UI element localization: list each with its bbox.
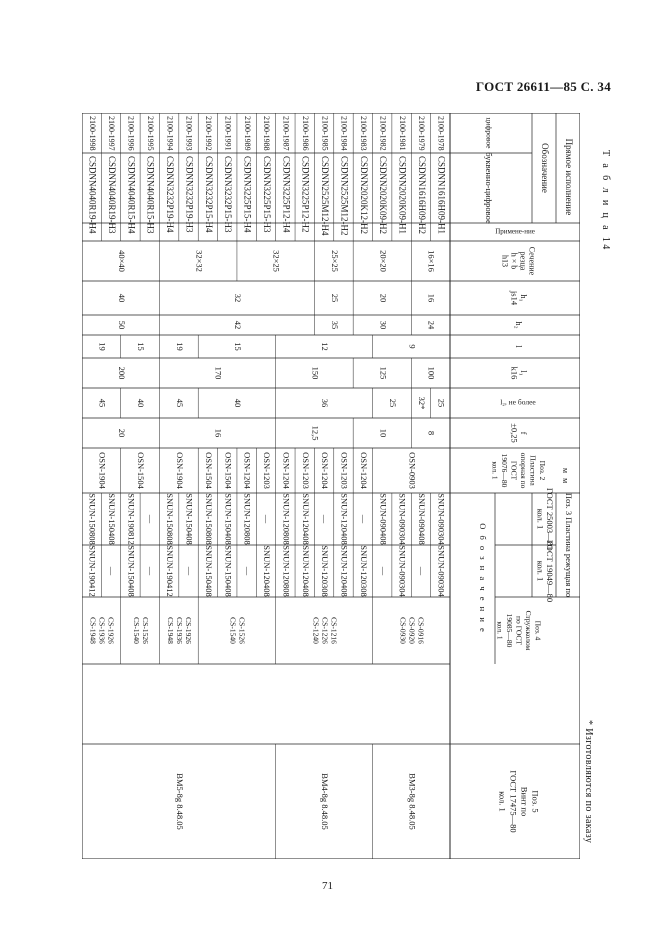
pos2-1: OSN-1204	[358, 452, 369, 489]
pos2-11: OSN-1504	[136, 452, 147, 489]
row-8-alnum: CSDNN3225P12-H4	[281, 156, 292, 233]
h2-0: 24	[426, 320, 437, 330]
pos2-4: OSN-1203	[300, 452, 311, 489]
header-section: Сечение	[527, 246, 537, 276]
row-17-alnum: CSDNN4040R19-H3	[106, 156, 117, 234]
pos2-5: OSN-1204	[281, 452, 292, 489]
pos3a-5: SNUN-120408	[339, 493, 350, 545]
header-designation: Обозначение	[539, 143, 550, 193]
footnote: * Изготовляются по заказу	[583, 720, 594, 844]
row-10-alnum: CSDNN3225P15-H4	[242, 156, 253, 233]
f-4: 20	[116, 428, 127, 438]
row-15-digital: 2100-1995	[145, 116, 155, 151]
header-h2: h₂	[514, 321, 525, 329]
row-12-alnum: CSDNN3232P15-H4	[203, 156, 214, 233]
l1-3: 170	[213, 366, 224, 380]
l-2: 15	[232, 342, 243, 351]
row-11-alnum: CSDNN3232P15-H3	[223, 156, 234, 233]
row-13-digital: 2100-1993	[184, 116, 194, 151]
pos2-2: OSN-1203	[339, 452, 350, 489]
pos3a-4: —	[358, 514, 369, 524]
units-label: м м	[561, 468, 570, 485]
pos5-2: ВМ5-8g 8.48.05	[174, 773, 185, 830]
h1-0: 16	[426, 293, 437, 303]
pos4-4-0: CS-1526	[140, 617, 150, 644]
row-5-digital: 2100-1984	[339, 116, 349, 151]
pos3b-4: SNUN-120308	[358, 545, 369, 597]
header-section: резца	[518, 251, 528, 271]
row-8-digital: 2100-1987	[281, 116, 291, 151]
pos3a-16: SNUN-190812	[126, 493, 137, 545]
pos2-0: OSN-0903	[407, 452, 418, 489]
header-application: Примене-ние	[495, 227, 535, 236]
row-16-alnum: CSDNN4040R15-H4	[126, 156, 137, 234]
pos3a-15: —	[145, 514, 156, 524]
l2-5: 45	[174, 398, 185, 408]
pos3a-11: SNUN-150408	[223, 493, 234, 545]
f-0: 8	[426, 430, 437, 436]
pos4-3-2: CS-1948	[166, 617, 176, 644]
l1-1: 125	[378, 366, 389, 380]
row-5-alnum: CSDNN2525M12-H2	[339, 156, 350, 236]
header-section: h13	[500, 255, 510, 267]
l1-4: 200	[116, 366, 127, 380]
pos3b-15: —	[145, 566, 156, 576]
row-3-digital: 2100-1982	[378, 116, 388, 151]
header-l2: l₂, не более	[500, 397, 536, 407]
pos4-5-2: CS-1948	[88, 617, 98, 644]
pos2-8: OSN-1504	[223, 452, 234, 489]
pos4-3-1: CS-1936	[175, 617, 185, 644]
h1-2: 25	[329, 293, 340, 303]
pos3a-18: SNUN-150808	[87, 493, 98, 545]
row-2-digital: 2100-1981	[397, 116, 407, 151]
pos3b-14: SNUN-190412	[165, 545, 176, 597]
l2-7: 45	[97, 398, 108, 408]
h2-2: 35	[329, 320, 340, 330]
row-11-digital: 2100-1991	[223, 116, 233, 151]
l2-6: 40	[136, 398, 147, 408]
pos3b-0: SNUN-090304	[436, 545, 447, 597]
l2-2: 25	[387, 398, 398, 408]
row-0-digital: 2100-1978	[436, 116, 446, 151]
pos4-2-1: CS-1540	[228, 617, 238, 644]
pos3a-9: —	[262, 514, 273, 524]
row-14-digital: 2100-1994	[165, 116, 175, 151]
header-l: l	[514, 345, 525, 348]
row-4-digital: 2100-1983	[358, 116, 369, 151]
l-1: 12	[320, 342, 331, 351]
header-f: f	[518, 431, 529, 435]
row-13-alnum: CSDNN3232P19-H3	[184, 156, 195, 233]
pos3b-16: SNUN-150408	[126, 545, 137, 597]
l-4: 15	[136, 342, 147, 351]
pos3a-12: SNUN-150808	[203, 493, 214, 545]
h2-1: 30	[378, 320, 389, 330]
section-3: 32×25	[271, 250, 282, 272]
pos3a-10: SNUN-120808	[242, 493, 253, 545]
pos3b-11: SNUN-150408	[223, 545, 234, 597]
header-pos5: Поз. 5	[530, 790, 541, 813]
section-5: 40×40	[116, 250, 127, 272]
row-7-digital: 2100-1986	[300, 116, 310, 151]
header-l1: l₁	[518, 370, 529, 376]
row-9-digital: 2100-1988	[262, 116, 272, 151]
row-6-alnum: CSDNN2525M12-H4	[320, 156, 331, 236]
header-pos2: ГОСТ	[509, 460, 519, 481]
header-gost25003: ГОСТ 25003—81	[544, 487, 555, 551]
pos3b-18: SNUN-190412	[87, 545, 98, 597]
row-6-digital: 2100-1985	[320, 116, 330, 151]
header-f: ±0,25	[509, 423, 520, 443]
header-pos4: 19085—80	[504, 613, 514, 648]
row-3-alnum: CSDNN2020K09-H2	[378, 156, 389, 235]
pos4-0-0: CS-0916	[416, 617, 426, 644]
pos4-1-0: CS-1216	[329, 617, 339, 644]
header-pos4: Поз. 4	[533, 620, 543, 641]
header-pos2: 19076—80	[500, 453, 510, 488]
row-7-alnum: CSDNN3225P12-H2	[300, 156, 311, 233]
pos2-10: OSN-1904	[174, 452, 185, 489]
header-alnum: буквенно-цифровое	[484, 152, 495, 224]
row-9-alnum: CSDNN3225P15-H3	[261, 156, 272, 233]
header-group-designation: Прямое исполнение	[563, 138, 574, 216]
table-14-rotated	[82, 113, 580, 859]
pos4-1-1: CS-1226	[320, 617, 330, 644]
l2-0: 25	[436, 398, 447, 408]
header-h1: h₁	[518, 294, 529, 302]
pos2-12: OSN-1904	[97, 452, 108, 489]
pos3b-2: SNUN-090304	[397, 545, 408, 597]
header-pos2: кол. 1	[490, 461, 500, 480]
pos3a-2: SNUN-090304	[397, 493, 408, 545]
pos3a-7: SNUN-120408	[300, 493, 311, 545]
row-1-digital: 2100-1979	[417, 116, 427, 151]
section-4: 32×32	[194, 250, 205, 272]
pos4-1-2: CS-1240	[311, 617, 321, 644]
header-gost19049: кол. 1	[535, 560, 546, 582]
h1-3: 32	[232, 293, 243, 303]
row-4-alnum: CSDNN2020K12-H2	[358, 156, 369, 235]
pos3a-13: SNUN-150408	[184, 493, 195, 545]
pos2-7: OSN-1204	[242, 452, 253, 489]
pos3b-9: SNUN-120408	[262, 545, 273, 597]
table-label: Т а б л и ц а 14	[600, 150, 611, 252]
pos3a-0: SNUN-090304	[436, 493, 447, 545]
pos3a-6: —	[320, 514, 331, 524]
section-2: 25×25	[329, 250, 340, 272]
pos3b-1: —	[416, 566, 427, 576]
pos2-9: OSN-1504	[203, 452, 214, 489]
row-0-alnum: CSDNN1616H09-H1	[436, 156, 447, 235]
pos3b-10: —	[242, 566, 253, 576]
header-digital: цифровое	[484, 117, 494, 149]
pos4-3-0: CS-1926	[184, 617, 194, 644]
row-18-alnum: CSDNN4040R19-H4	[87, 156, 98, 234]
header-oboznachenie: О б о з н а ч е н и е	[478, 523, 489, 634]
row-14-alnum: CSDNN3232P19-H4	[165, 156, 176, 233]
pos4-0-2: CS-0930	[398, 617, 408, 644]
row-16-digital: 2100-1996	[126, 116, 136, 151]
pos2-6: OSN-1203	[262, 452, 273, 489]
pos3b-17: —	[107, 566, 118, 576]
l1-0: 100	[426, 366, 437, 380]
section-0: 16×16	[426, 250, 437, 272]
header-gost25003: кол. 1	[535, 508, 546, 530]
pos3b-13: —	[184, 566, 195, 576]
header-h1: js14	[509, 290, 520, 306]
header-pos5: кол. 1	[497, 791, 508, 812]
pos5-1: ВМ4-8g 8.48.05	[320, 773, 331, 830]
l2-4: 40	[232, 398, 243, 408]
h1-1: 20	[378, 293, 389, 303]
h2-4: 50	[116, 320, 127, 330]
pos3a-3: SNUN-090408	[378, 493, 389, 545]
pos4-2-0: CS-1526	[237, 617, 247, 644]
row-1-alnum: CSDNN1616H09-H2	[416, 156, 427, 235]
table-14	[82, 113, 580, 859]
pos3b-12: SNUN-150408	[203, 545, 214, 597]
header-pos2: Пластина	[528, 455, 538, 486]
pos3a-1: SNUN-090408	[416, 493, 427, 545]
header-section: h × b	[509, 252, 519, 270]
row-18-digital: 2100-1998	[87, 116, 97, 151]
f-1: 10	[378, 428, 389, 438]
l-3: 19	[174, 342, 185, 351]
page-header: ГОСТ 26611—85 С. 34	[475, 79, 611, 94]
pos3a-17: SNUN-150408	[107, 493, 118, 545]
header-pos4: Стружколом	[523, 610, 533, 651]
row-10-digital: 2100-1989	[242, 116, 252, 151]
pos5-0: ВМ3-8g 8.48.05	[407, 773, 418, 830]
row-2-alnum: CSDNN2020K09-H1	[397, 156, 408, 235]
h2-3: 42	[232, 320, 243, 330]
l-5: 19	[97, 342, 108, 351]
pos3b-8: SNUN-120808	[281, 545, 292, 597]
header-gost19049: ГОСТ 19049—80	[544, 539, 555, 603]
header-pos5: Винт по	[519, 786, 530, 817]
pos4-0-1: CS-0920	[407, 617, 417, 644]
l2-3: 36	[320, 398, 331, 408]
header-pos4: по ГОСТ	[514, 616, 524, 645]
header-pos4: кол. 1	[495, 621, 505, 640]
header-l1: k16	[509, 366, 520, 380]
f-3: 16	[213, 428, 224, 438]
h1-4: 40	[116, 293, 127, 303]
row-17-digital: 2100-1997	[107, 116, 117, 151]
pos3b-5: SNUN-120408	[339, 545, 350, 597]
header-pos5: ГОСТ 17475—80	[508, 770, 519, 833]
pos4-5-1: CS-1936	[97, 617, 107, 644]
header-pos2: Поз. 2	[538, 460, 548, 481]
section-1: 20×20	[378, 250, 389, 272]
l-0: 9	[407, 344, 418, 349]
pos4-4-1: CS-1540	[131, 617, 141, 644]
page-number: 71	[322, 880, 333, 892]
pos3a-8: SNUN-120808	[281, 493, 292, 545]
header-pos3: Поз. 3 Пластина режущая по	[564, 492, 575, 598]
header-pos2: опорная по	[519, 452, 529, 489]
pos3b-7: SNUN-120408	[300, 545, 311, 597]
l2-1: 32*	[416, 396, 427, 410]
pos3b-6: SNUN-120308	[320, 545, 331, 597]
f-2: 12,5	[310, 425, 321, 441]
row-15-alnum: CSDNN4040R15-H3	[145, 156, 156, 234]
row-12-digital: 2100-1992	[204, 116, 214, 151]
pos3b-3: —	[378, 566, 389, 576]
pos4-5-0: CS-1926	[106, 617, 116, 644]
pos3a-14: SNUN-150808	[165, 493, 176, 545]
pos2-3: OSN-1204	[320, 452, 331, 489]
l1-2: 150	[310, 366, 321, 380]
